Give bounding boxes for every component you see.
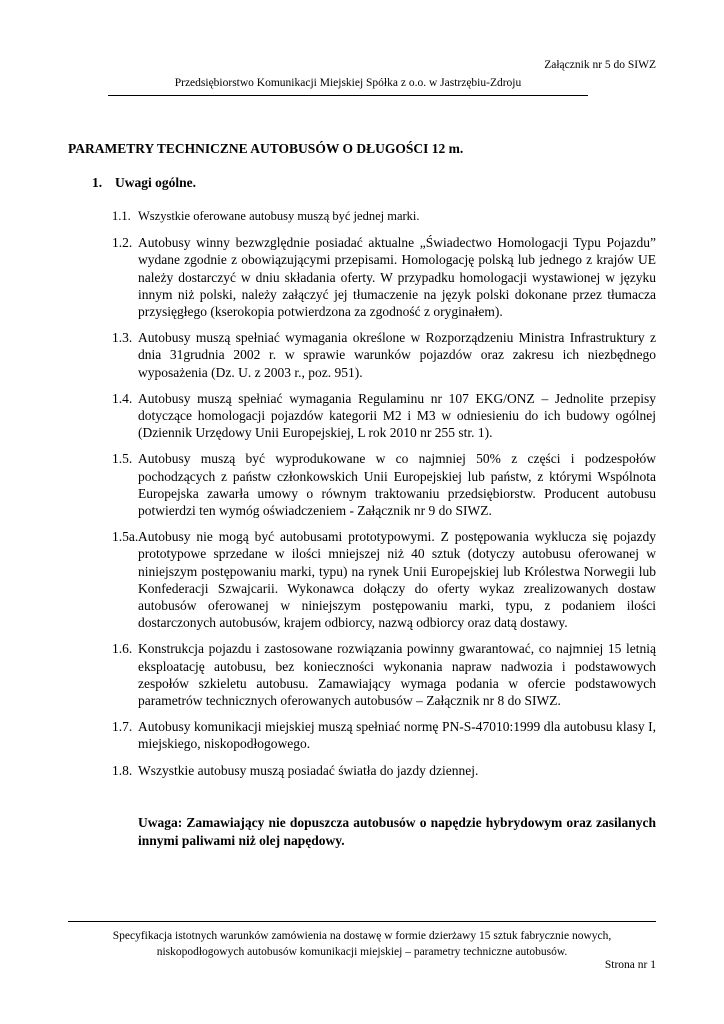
item-number: 1.8. [112, 762, 133, 778]
header-divider [108, 95, 588, 96]
item-text: Autobusy muszą spełniać wymagania określone w Rozporządzeniu Ministra Infrastruktury z dnia 31grudnia 2002 r. w sprawie warunków pojazdów oraz zakresu ich niezbędnego wyposażenia (Dz. U. z 2003 r., poz. 951). [138, 330, 656, 380]
footer-line: Specyfikacja istotnych warunków zamówienia na dostawę w formie dzierżawy 15 sztuk fabrycznie nowych, [112, 930, 612, 942]
item-text: Wszystkie oferowane autobusy muszą być jednej marki. [138, 209, 420, 223]
item-number: 1.6. [112, 641, 133, 657]
list-item [112, 234, 656, 320]
page-number: Strona nr 1 [604, 959, 656, 971]
list-item [112, 718, 656, 752]
list-item [112, 450, 656, 519]
section-heading [92, 175, 196, 191]
item-text: Autobusy muszą spełniać wymagania Regulaminu nr 107 EKG/ONZ – Jednolite przepisy dotyczące homologacji pojazdów kategorii M2 i M3 w odniesieniu do ich budowy ogólnej (Dziennik Urzędowy Unii Europejskiej, L rok 2010 nr 255 str. 1). [138, 390, 656, 441]
item-text: Autobusy nie mogą być autobusami prototypowymi. Z postępowania wyklucza się pojazdy prototypowe sprzedane w ilości mniejszej niż 40 sztuk (dotyczy autobusu oferowanej w niniejszym postępowaniu marki, typu) na rynek Unii Europejskiej lub Królestwa Norwegii lub Konfederacji Szwajcarii. Wykonawca dołączy do oferty wykaz zrealizowanych dostaw autobusów oferowanej w niniejszym postępowaniu marki, typu, z podaniem ilości dostarczonych autobusów, krajem odbiorcy, nazwą odbiorcy oraz datą dostawy. [138, 529, 656, 631]
company-name: Przedsiębiorstwo Komunikacji Miejskiej Spółka z o.o. w Jastrzębiu-Zdroju [174, 77, 522, 89]
list-item [112, 640, 656, 709]
item-text: Konstrukcja pojazdu i zastosowane rozwiązania powinny gwarantować, co najmniej 15 letnią eksploatację autobusu, bez konieczności wykonania napraw nadwozia i podstawowych zespołów szkieletu autobusu. Zamawiający wymaga podania w ofercie podstawowych parametrów technicznych oferowanych autobusów – Załącznik nr 8 do SIWZ. [138, 641, 656, 709]
item-number: 1.1. [112, 209, 131, 223]
item-text: Wszystkie autobusy muszą posiadać światła do jazdy dziennej. [138, 762, 479, 778]
annex-label: Załącznik nr 5 do SIWZ [544, 59, 656, 71]
item-text: Autobusy winny bezwzględnie posiadać aktualne „Świadectwo Homologacji Typu Pojazdu” wydane zgodnie z obowiązującymi przepisami. Homologację polską lub jednego z krajów UE należy dostarczyć w dniu składania oferty. W przypadku homologacji wystawionej w języku innym niż polski, należy załączyć jej tłumaczenie na język polski dokonane przez tłumacza przysięgłego (kserokopia potwierdzona za zgodność z oryginałem). [138, 235, 656, 320]
requirements-list [112, 208, 656, 788]
item-number: 1.5a. [112, 529, 139, 545]
item-number: 1.3. [112, 330, 133, 346]
footer-divider [68, 921, 656, 922]
list-item [112, 208, 656, 225]
item-number: 1.2. [112, 235, 133, 251]
footer-text [68, 929, 656, 960]
item-text: Autobusy muszą być wyprodukowane w co najmniej 50% z części i podzespołów pochodzących z państw członkowskich Unii Europejskiej lub państw, z którymi Wspólnota Europejska zawarła umowy o równym traktowaniu przedsiębiorstw. Producent autobusu potwierdzi ten wymóg oświadczeniem - Załącznik nr 9 do SIWZ. [138, 451, 656, 519]
item-number: 1.5. [112, 451, 133, 467]
item-number: 1.4. [112, 390, 133, 406]
warning-note: Uwaga: Zamawiający nie dopuszcza autobusów o napędzie hybrydowym oraz zasilanych innymi paliwami niż olej napędowy. [138, 815, 656, 848]
list-item [112, 390, 656, 442]
document-title: PARAMETRY TECHNICZNE AUTOBUSÓW O DŁUGOŚCI 12 m. [68, 141, 464, 156]
footer-line: niskopodłogowych autobusów komunikacji miejskiej – parametry techniczne autobusów. [156, 945, 568, 958]
list-item [112, 528, 656, 631]
item-text: Autobusy komunikacji miejskiej muszą spełniać normę PN-S-47010:1999 dla autobusu klasy I, miejskiego, niskopodłogowego. [138, 719, 656, 752]
section-title: Uwagi ogólne. [115, 175, 196, 190]
item-number: 1.7. [112, 719, 133, 735]
list-item [112, 762, 656, 779]
section-number: 1. [92, 175, 103, 190]
list-item [112, 329, 656, 381]
